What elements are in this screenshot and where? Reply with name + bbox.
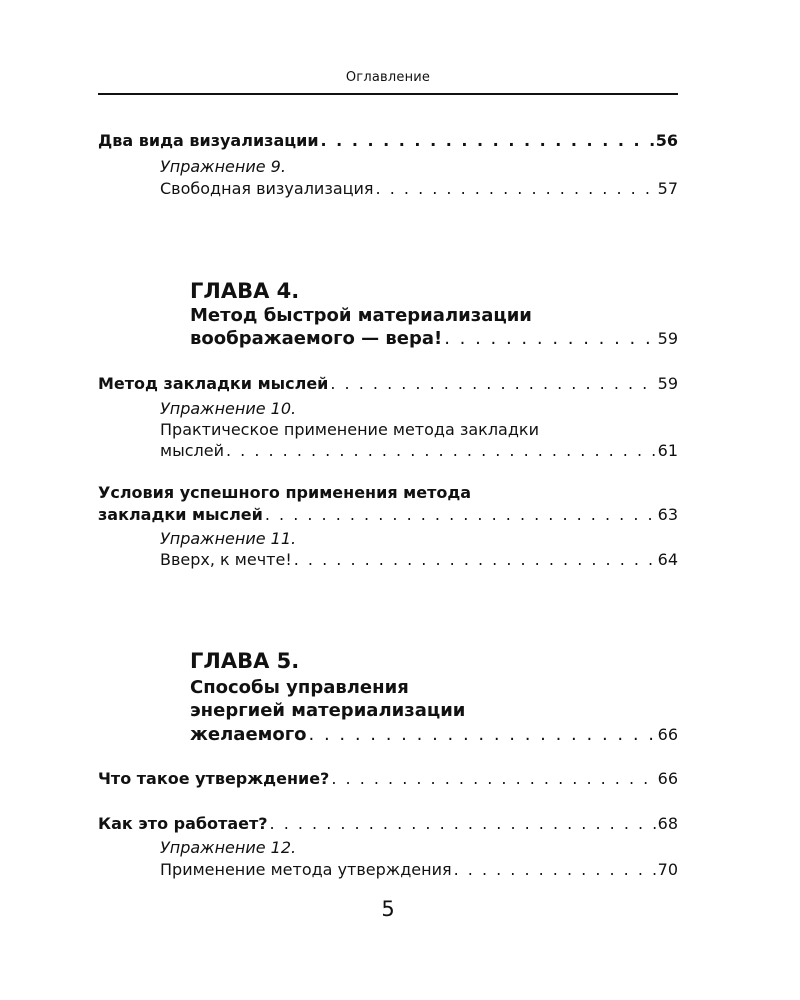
toc-entry-title: мыслей	[160, 441, 224, 460]
toc-entry-title-line	[98, 482, 678, 504]
dot-leader	[454, 859, 656, 881]
dot-leader	[331, 768, 655, 790]
toc-entry[interactable]	[98, 130, 678, 152]
toc-entry-page: 56	[655, 131, 678, 150]
toc-entry-page: 59	[657, 329, 678, 348]
toc-entry-title: желаемого	[190, 724, 307, 745]
toc-entry-page: 63	[657, 505, 678, 524]
toc-entry-title: Два вида визуализации	[98, 131, 319, 150]
toc-entry-title: Как это работает?	[98, 814, 268, 833]
toc-entry-title: Свободная визуализация	[160, 179, 374, 198]
dot-leader	[265, 504, 656, 526]
dot-leader	[226, 440, 656, 462]
dot-leader	[309, 723, 656, 746]
toc-entry[interactable]	[98, 813, 678, 835]
toc-entry[interactable]	[160, 859, 678, 881]
exercise-label: Упражнение 10.	[160, 399, 297, 418]
toc-entry-title: Метод закладки мыслей	[98, 374, 329, 393]
dot-leader	[376, 178, 656, 200]
toc-entry-page: 68	[657, 814, 678, 833]
toc-entry-page: 70	[657, 860, 678, 879]
toc-entry-page: 64	[657, 550, 678, 569]
chapter-title-line: энергией материализации	[190, 700, 466, 721]
toc-entry[interactable]	[160, 549, 678, 571]
chapter-title-line: Метод быстрой материализации	[190, 305, 532, 326]
toc-entry-page: 61	[657, 441, 678, 460]
toc-entry[interactable]	[98, 768, 678, 790]
toc-entry-page: 66	[657, 769, 678, 788]
toc-entry[interactable]	[98, 504, 678, 526]
toc-entry[interactable]	[190, 723, 678, 746]
toc-entry[interactable]	[160, 178, 678, 200]
dot-leader	[444, 327, 655, 350]
toc-entry-title: закладки мыслей	[98, 505, 263, 524]
toc-entry[interactable]	[160, 440, 678, 462]
dot-leader	[294, 549, 656, 571]
toc-entry-title: Применение метода утверждения	[160, 860, 452, 879]
toc-entry-title: воображаемого — вера!	[190, 328, 443, 349]
dot-leader	[321, 130, 654, 152]
toc-entry-page: 57	[657, 179, 678, 198]
exercise-label: Упражнение 11.	[160, 529, 297, 548]
exercise-label: Упражнение 12.	[160, 838, 297, 857]
toc-entry[interactable]	[98, 373, 678, 395]
toc-entry-title: Что такое утверждение?	[98, 769, 330, 788]
chapter-number: ГЛАВА 5.	[190, 649, 300, 673]
header-rule	[98, 93, 678, 95]
chapter-number: ГЛАВА 4.	[190, 279, 300, 303]
exercise-title-line: Практическое применение метода закладки	[160, 420, 539, 439]
chapter-title-line: Способы управления	[190, 677, 409, 698]
running-head: Оглавление	[345, 70, 431, 85]
dot-leader	[270, 813, 656, 835]
exercise-label: Упражнение 9.	[160, 157, 286, 176]
dot-leader	[330, 373, 655, 395]
toc-entry[interactable]	[190, 327, 678, 350]
toc-entry-page: 59	[657, 374, 678, 393]
page-number: 5	[381, 897, 395, 921]
toc-entry-title: Вверх, к мечте!	[160, 550, 292, 569]
toc-entry-title-part: Условия успешного применения метода	[98, 483, 472, 502]
toc-entry-page: 66	[657, 725, 678, 744]
